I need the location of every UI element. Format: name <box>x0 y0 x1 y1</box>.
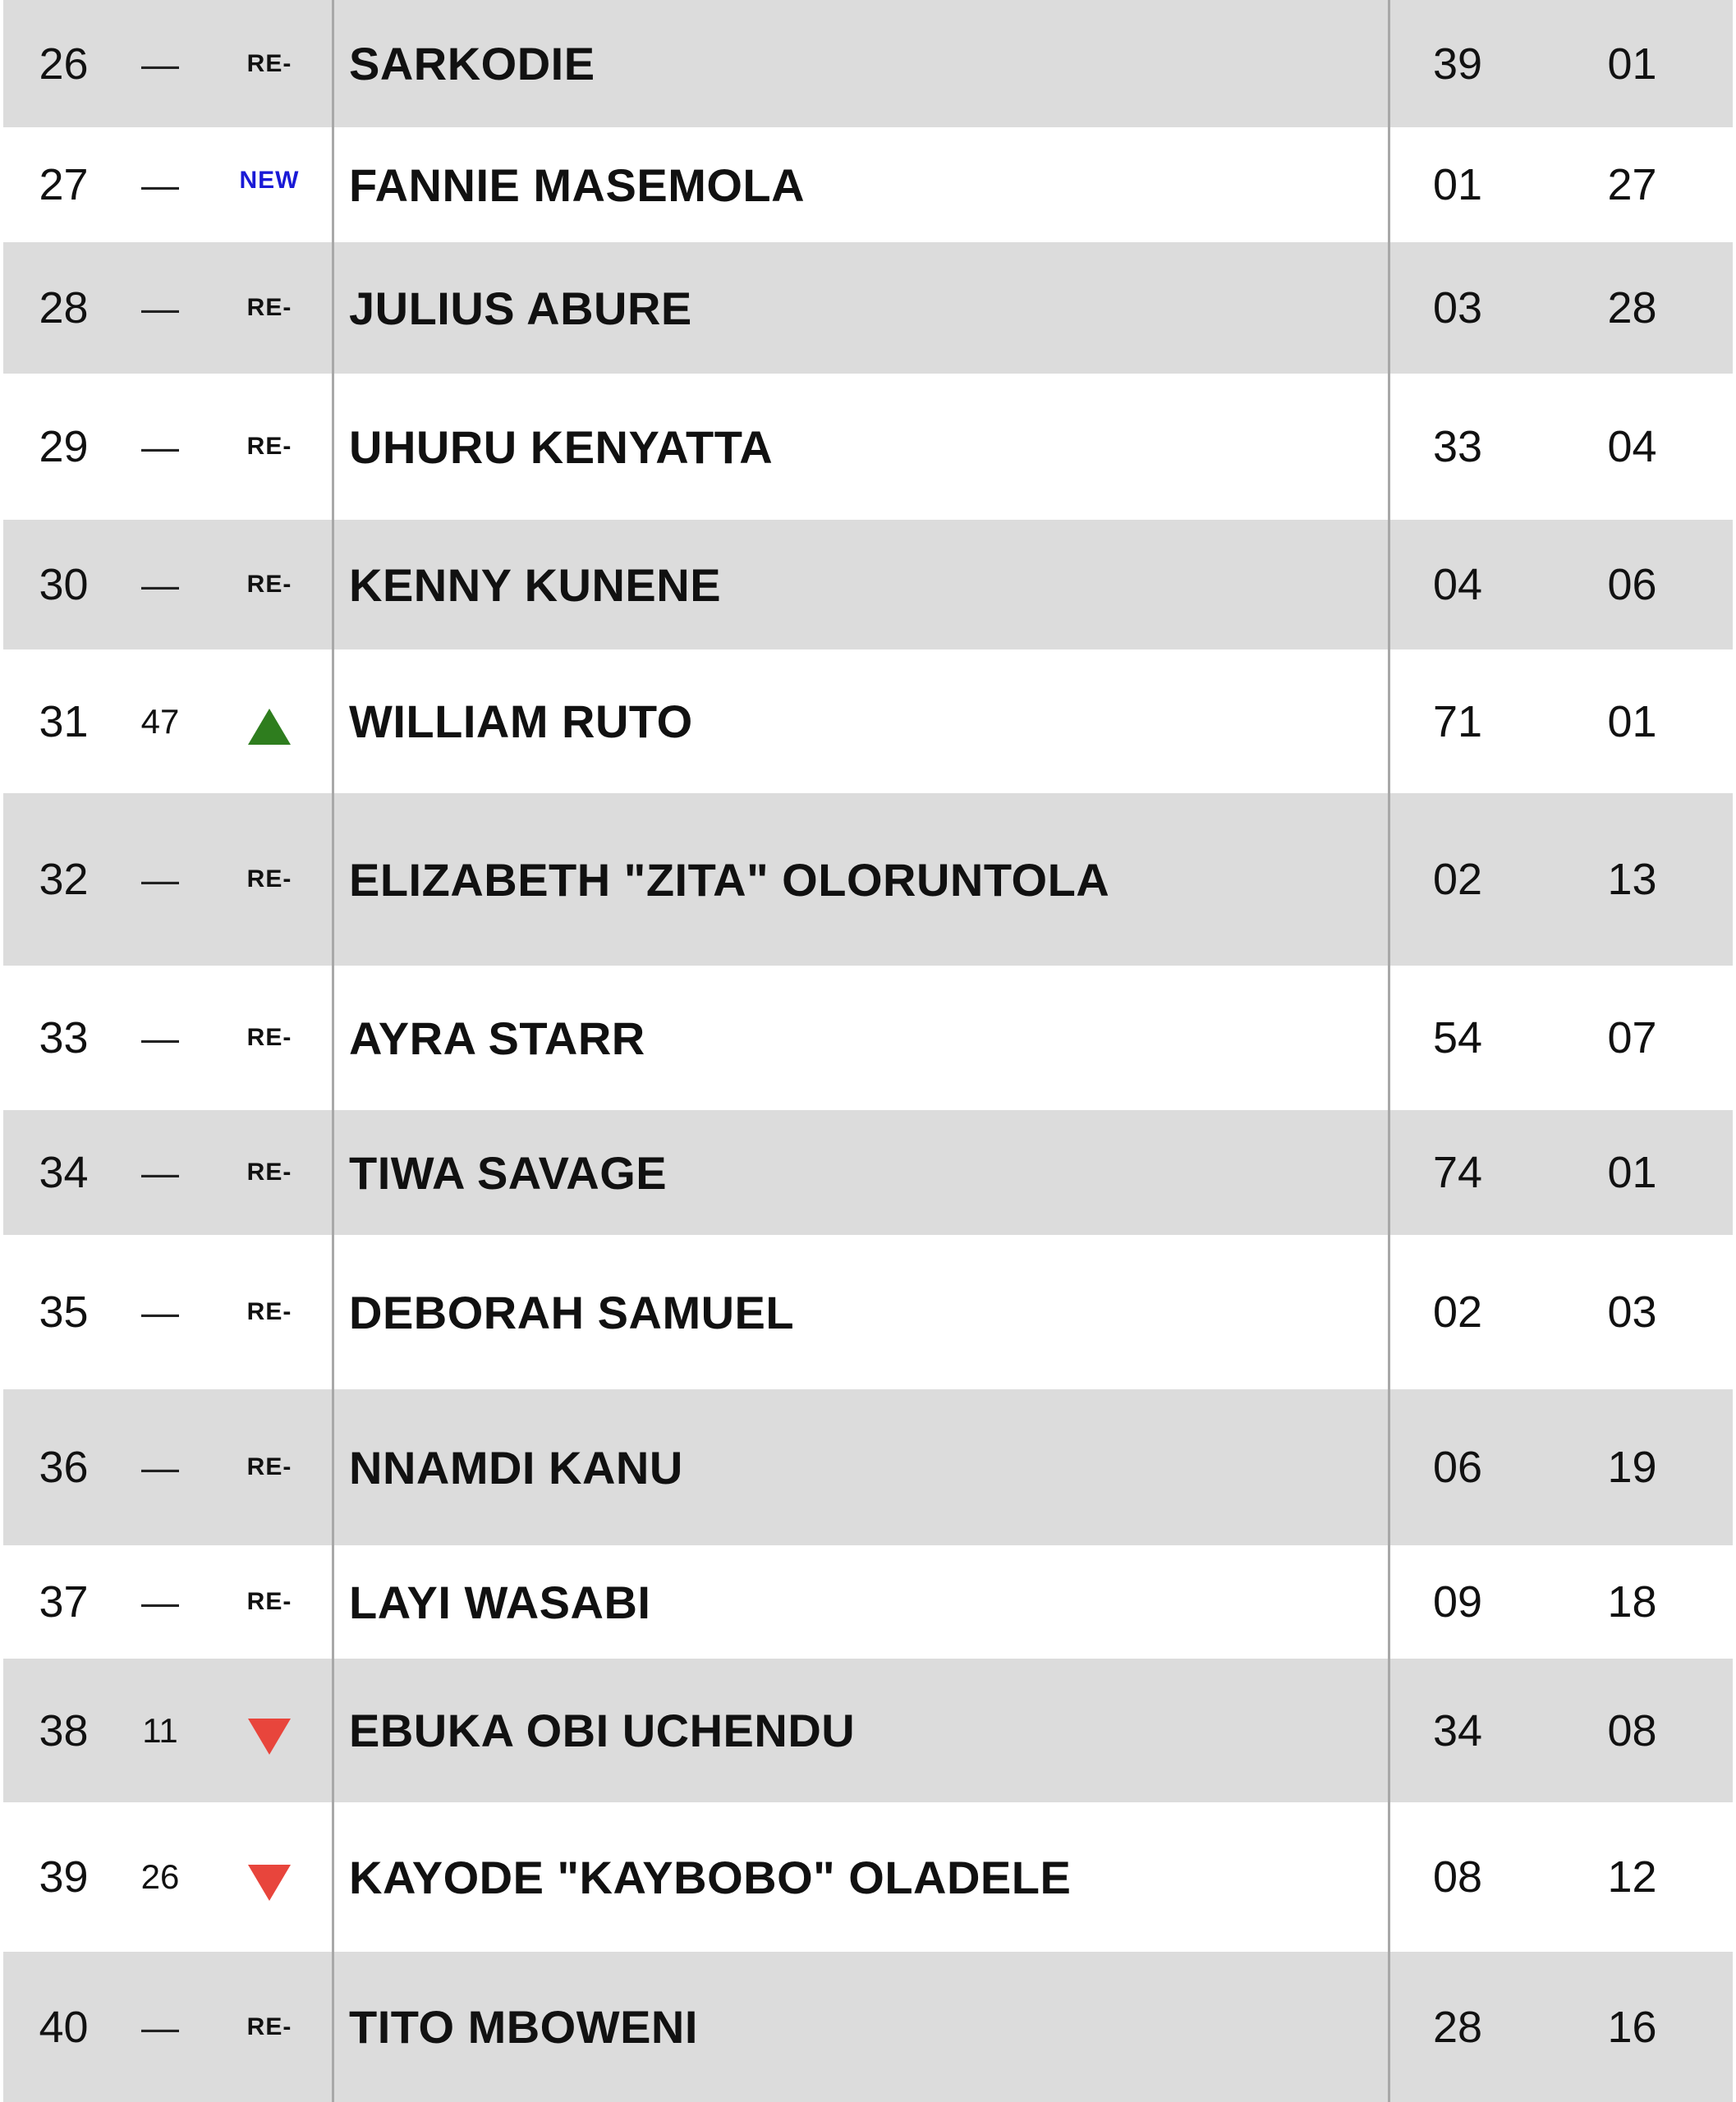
last-week: — <box>141 287 179 329</box>
rank: 31 <box>39 696 89 746</box>
artist-name: ELIZABETH "ZITA" OLORUNTOLA <box>349 853 1110 906</box>
peak-position: 33 <box>1432 422 1483 471</box>
artist-name: JULIUS ABURE <box>349 282 692 334</box>
down-triangle-icon <box>248 1719 291 1755</box>
peak-position: 39 <box>1432 39 1483 89</box>
rank: 28 <box>39 283 89 333</box>
weeks-on-chart: 28 <box>1607 283 1657 333</box>
movement <box>220 0 319 127</box>
column-divider <box>1388 0 1390 2102</box>
table-row <box>0 1659 1736 1802</box>
re-entry-badge: RE- <box>246 865 292 893</box>
table-row <box>0 1110 1736 1235</box>
peak-position: 54 <box>1432 1013 1483 1062</box>
weeks-on-chart: 04 <box>1607 422 1657 471</box>
movement <box>220 793 319 966</box>
table-row <box>0 1952 1736 2102</box>
weeks-on-chart: 27 <box>1607 160 1657 209</box>
rank: 33 <box>39 1013 89 1062</box>
peak-position: 06 <box>1432 1443 1483 1492</box>
movement <box>220 1389 319 1545</box>
last-week: — <box>141 858 179 901</box>
movement <box>220 520 319 649</box>
peak-position: 04 <box>1432 560 1483 609</box>
rank: 38 <box>39 1705 89 1755</box>
re-entry-badge: RE- <box>246 1024 292 1051</box>
rank: 30 <box>39 560 89 609</box>
last-week: — <box>141 163 179 206</box>
movement <box>220 649 319 793</box>
rank: 34 <box>39 1148 89 1197</box>
last-week: — <box>141 2005 179 2049</box>
peak-position: 34 <box>1432 1705 1483 1755</box>
weeks-on-chart: 12 <box>1607 1852 1657 1902</box>
artist-name: SARKODIE <box>349 38 595 89</box>
movement <box>220 374 319 520</box>
re-entry-badge: RE- <box>246 571 292 598</box>
weeks-on-chart: 01 <box>1607 1148 1657 1197</box>
last-week: 47 <box>140 701 180 741</box>
weeks-on-chart: 16 <box>1607 2002 1657 2052</box>
artist-name: EBUKA OBI UCHENDU <box>349 1705 856 1756</box>
weeks-on-chart: 01 <box>1607 39 1657 89</box>
new-entry-badge: NEW <box>239 167 300 194</box>
down-triangle-icon <box>248 1865 291 1901</box>
last-week: — <box>141 1446 179 1489</box>
rank: 40 <box>39 2002 89 2052</box>
artist-name: NNAMDI KANU <box>349 1441 683 1494</box>
column-divider <box>332 0 334 2102</box>
rank: 26 <box>39 39 89 89</box>
last-week: — <box>141 1151 179 1194</box>
rank: 39 <box>39 1852 89 1902</box>
up-triangle-icon <box>248 709 291 745</box>
weeks-on-chart: 18 <box>1607 1577 1657 1627</box>
artist-name: WILLIAM RUTO <box>349 695 693 747</box>
peak-position: 74 <box>1432 1148 1483 1197</box>
peak-position: 01 <box>1432 160 1483 209</box>
table-row <box>0 0 1736 127</box>
table-row <box>0 127 1736 242</box>
re-entry-badge: RE- <box>246 433 292 460</box>
table-row <box>0 649 1736 793</box>
artist-name: UHURU KENYATTA <box>349 420 774 473</box>
table-row <box>0 1802 1736 1952</box>
re-entry-badge: RE- <box>246 1159 292 1186</box>
left-edge <box>0 0 3 2102</box>
table-row <box>0 242 1736 374</box>
movement <box>220 1952 319 2102</box>
rank: 37 <box>39 1577 89 1627</box>
last-week: — <box>141 42 179 85</box>
rank: 32 <box>39 855 89 904</box>
table-row <box>0 1235 1736 1389</box>
table-row <box>0 374 1736 520</box>
last-week: — <box>141 425 179 468</box>
re-entry-badge: RE- <box>246 1453 292 1480</box>
rank: 35 <box>39 1287 89 1337</box>
last-week: — <box>141 1291 179 1333</box>
weeks-on-chart: 01 <box>1607 696 1657 746</box>
artist-name: LAYI WASABI <box>349 1576 651 1628</box>
right-edge <box>1733 0 1736 2102</box>
table-row <box>0 1389 1736 1545</box>
weeks-on-chart: 07 <box>1607 1013 1657 1062</box>
artist-name: TIWA SAVAGE <box>349 1146 668 1199</box>
last-week: 11 <box>142 1710 178 1750</box>
movement <box>220 1802 319 1952</box>
re-entry-badge: RE- <box>246 49 292 77</box>
movement <box>220 1235 319 1389</box>
weeks-on-chart: 13 <box>1607 855 1657 904</box>
table-row <box>0 520 1736 649</box>
last-week: — <box>141 1581 179 1623</box>
last-week: — <box>141 1017 179 1059</box>
artist-name: TITO MBOWENI <box>349 2001 698 2053</box>
table-row <box>0 793 1736 966</box>
movement <box>220 966 319 1110</box>
artist-name: DEBORAH SAMUEL <box>349 1286 795 1338</box>
movement <box>220 1110 319 1235</box>
weeks-on-chart: 03 <box>1607 1287 1657 1337</box>
peak-position: 08 <box>1432 1852 1483 1902</box>
peak-position: 02 <box>1432 1287 1483 1337</box>
last-week: 26 <box>140 1857 180 1896</box>
table-row <box>0 966 1736 1110</box>
re-entry-badge: RE- <box>246 2013 292 2040</box>
table-row <box>0 1545 1736 1659</box>
peak-position: 02 <box>1432 855 1483 904</box>
peak-position: 09 <box>1432 1577 1483 1627</box>
movement <box>220 1659 319 1802</box>
peak-position: 28 <box>1432 2002 1483 2052</box>
movement <box>220 1545 319 1659</box>
peak-position: 03 <box>1432 283 1483 333</box>
rank: 36 <box>39 1443 89 1492</box>
weeks-on-chart: 06 <box>1607 560 1657 609</box>
artist-name: KAYODE "KAYBOBO" OLADELE <box>349 1851 1072 1903</box>
weeks-on-chart: 19 <box>1607 1443 1657 1492</box>
artist-name: AYRA STARR <box>349 1012 645 1064</box>
last-week: — <box>141 563 179 606</box>
rank: 29 <box>39 422 89 471</box>
re-entry-badge: RE- <box>246 1588 292 1615</box>
re-entry-badge: RE- <box>246 1298 292 1325</box>
artist-name: FANNIE MASEMOLA <box>349 158 806 211</box>
artist-name: KENNY KUNENE <box>349 558 722 611</box>
peak-position: 71 <box>1432 696 1483 746</box>
weeks-on-chart: 08 <box>1607 1705 1657 1755</box>
movement <box>220 127 319 242</box>
movement <box>220 242 319 374</box>
rank: 27 <box>39 160 89 209</box>
re-entry-badge: RE- <box>246 294 292 321</box>
